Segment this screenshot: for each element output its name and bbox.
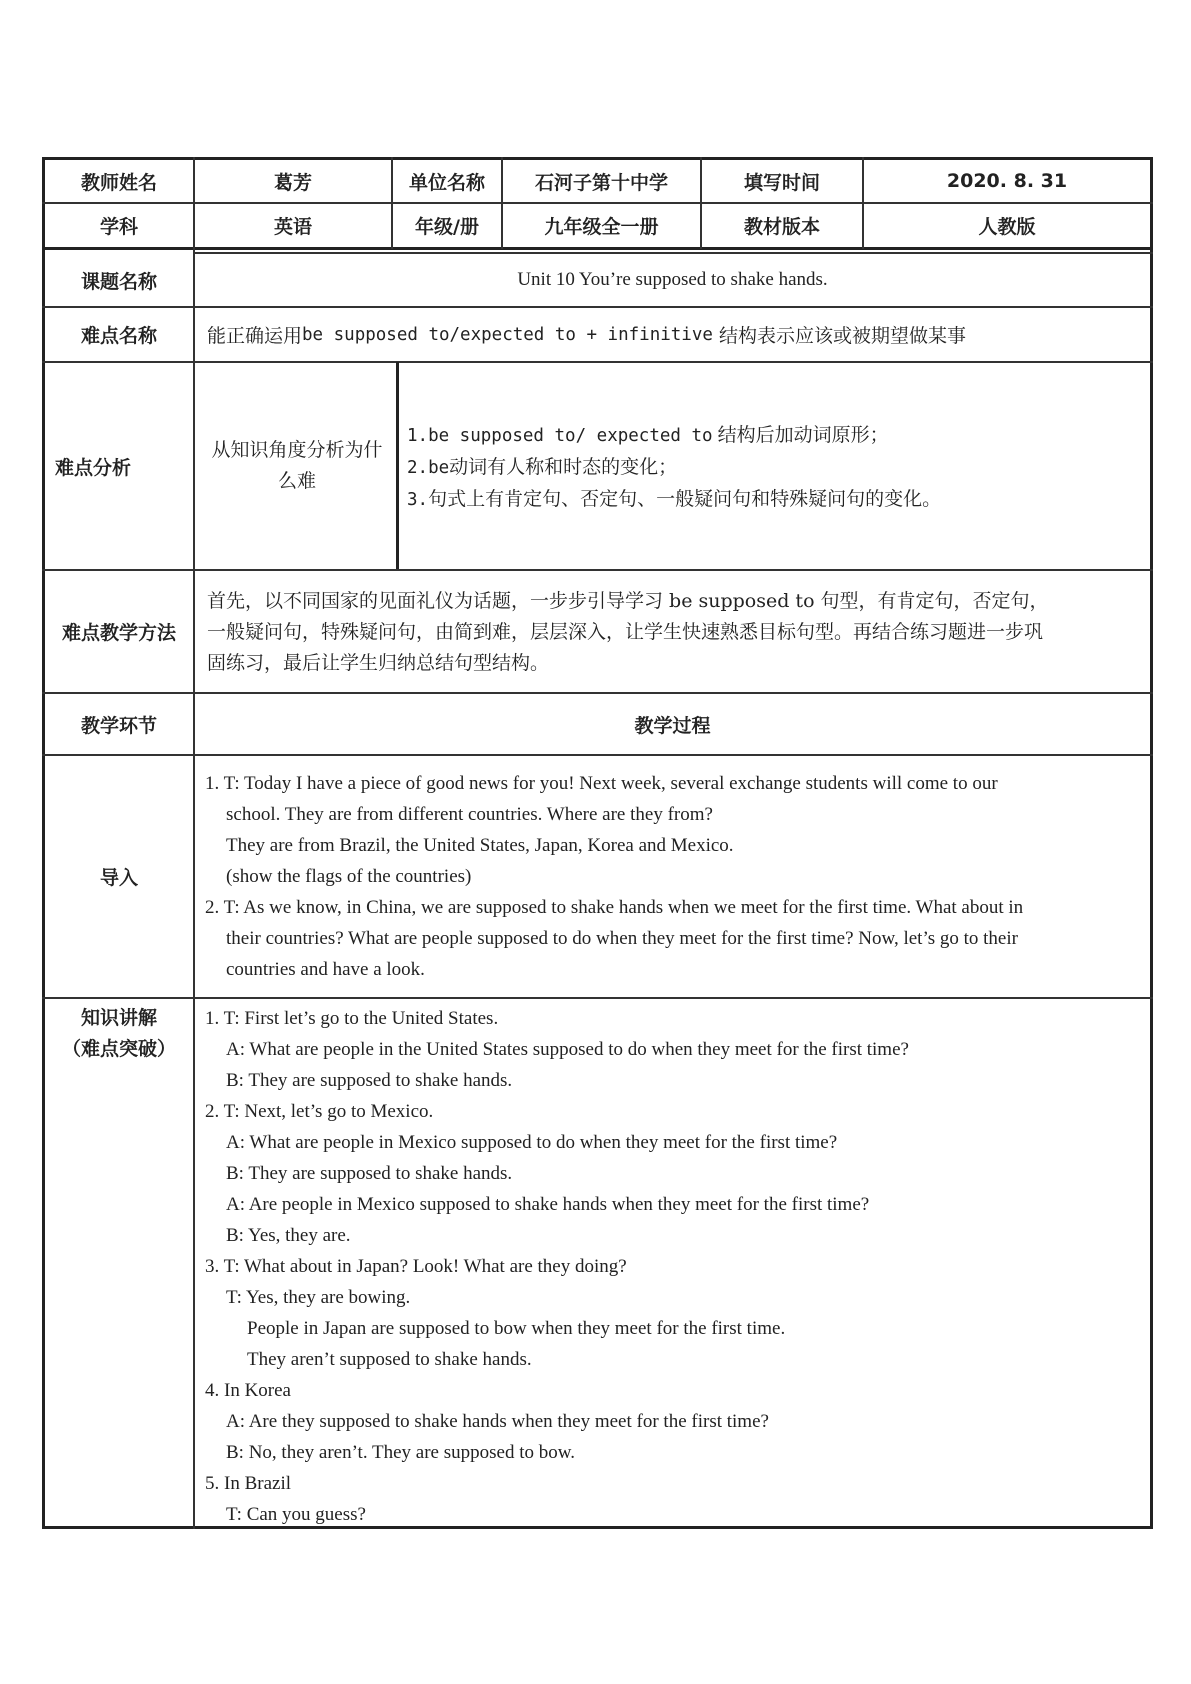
knowledge-line: B: No, they aren’t. They are supposed to bow. [226, 1442, 575, 1463]
knowledge-line: 1. T: First let’s go to the United States. [205, 1008, 499, 1029]
table-divider [193, 157, 195, 1529]
unit-value: 石河子第十中学 [534, 171, 668, 194]
analysis-item: 1.be supposed to/ expected to 结构后加动词原形； [407, 424, 889, 446]
method-line: 一般疑问句，特殊疑问句，由简到难，层层深入，让学生快速熟悉目标句型。再结合练习题进一步巩 [207, 621, 1044, 643]
unit-label: 单位名称 [408, 171, 485, 194]
knowledge-label [45, 1003, 193, 1065]
method-label: 难点教学方法 [61, 622, 176, 644]
intro-line: 2. T: As we know, in China, we are supposed to shake hands when we meet for the first time. What about in [205, 897, 1024, 918]
knowledge-line: A: Are people in Mexico supposed to shake hands when they meet for the first time? [226, 1194, 870, 1215]
knowledge-text [205, 1003, 1150, 1530]
table-divider [42, 997, 1153, 999]
difficulty-suffix: 结构表示应该或被期望做某事 [712, 325, 966, 347]
knowledge-line: T: Can you guess? [226, 1504, 366, 1525]
grade-value: 九年级全一册 [544, 216, 659, 238]
process-label: 教学环节 [80, 714, 157, 737]
intro-line: They are from Brazil, the United States, Japan, Korea and Mexico. [226, 835, 734, 856]
knowledge-line: A: What are people in the United States supposed to do when they meet for the first time? [226, 1039, 909, 1060]
intro-line: school. They are from different countries. Where are they from? [226, 804, 713, 825]
knowledge-line: 5. In Brazil [205, 1473, 292, 1494]
date-value: 2020. 8. 31 [946, 170, 1068, 192]
knowledge-line: T: Yes, they are bowing. [226, 1287, 411, 1308]
table-divider [42, 247, 1153, 250]
knowledge-label-line: 知识讲解 [80, 1007, 157, 1029]
intro-line: 1. T: Today I have a piece of good news for you! Next week, several exchange students will come to our [205, 773, 998, 794]
method-line: 首先，以不同国家的见面礼仪为话题，一步步引导学习 be supposed to 句型，有肯定句，否定句， [207, 590, 1049, 612]
method-line: 固练习，最后让学生归纳总结句型结构。 [207, 652, 550, 674]
knowledge-line: B: They are supposed to shake hands. [226, 1163, 513, 1184]
grade-label: 年级/册 [415, 216, 479, 238]
edition-value: 人教版 [978, 216, 1036, 238]
analysis-item: 3.句式上有肯定句、否定句、一般疑问句和特殊疑问句的变化。 [407, 488, 942, 510]
table-divider [396, 362, 399, 569]
knowledge-line: A: Are they supposed to shake hands when they meet for the first time? [226, 1411, 769, 1432]
knowledge-line: People in Japan are supposed to bow when they meet for the first time. [247, 1318, 786, 1339]
knowledge-line: 4. In Korea [205, 1380, 291, 1401]
table-divider [42, 569, 1153, 571]
knowledge-line: 3. T: What about in Japan? Look! What are they doing? [205, 1256, 627, 1277]
method-text [207, 586, 1147, 679]
analysis-sub-label: 从知识角度分析为什么难 [211, 439, 383, 492]
intro-line: (show the flags of the countries) [226, 866, 472, 887]
analysis-list [407, 420, 1147, 516]
difficulty-prefix: 能正确运用 [207, 325, 303, 347]
date-label: 填写时间 [743, 171, 820, 194]
subject-label: 学科 [99, 216, 138, 238]
analysis-item: 2.be动词有人称和时态的变化； [407, 456, 678, 478]
edition-label: 教材版本 [743, 216, 820, 238]
knowledge-line: A: What are people in Mexico supposed to do when they meet for the first time? [226, 1132, 838, 1153]
process-title: 教学过程 [634, 714, 711, 737]
teacher-name-label: 教师姓名 [80, 171, 157, 194]
analysis-label: 难点分析 [55, 456, 132, 479]
knowledge-line: B: They are supposed to shake hands. [226, 1070, 513, 1091]
intro-line: their countries? What are people supposed to do when they meet for the first time? Now, let’s go to their [226, 928, 1018, 949]
difficulty-value [207, 308, 1147, 361]
teacher-name-value: 葛芳 [273, 171, 312, 194]
subject-value: 英语 [273, 216, 312, 238]
difficulty-code: be supposed to/expected to + infinitive [302, 324, 713, 345]
intro-text [205, 768, 1150, 985]
difficulty-label: 难点名称 [80, 325, 157, 347]
topic-label: 课题名称 [80, 270, 157, 293]
table-divider [42, 754, 1153, 756]
intro-label: 导入 [99, 867, 138, 889]
knowledge-line: B: Yes, they are. [226, 1225, 351, 1246]
knowledge-line: They aren’t supposed to shake hands. [247, 1349, 532, 1370]
knowledge-label-line: （难点突破） [61, 1038, 176, 1060]
intro-line: countries and have a look. [226, 959, 425, 980]
knowledge-line: 2. T: Next, let’s go to Mexico. [205, 1101, 434, 1122]
topic-value: Unit 10 You’re supposed to shake hands. [517, 269, 828, 290]
